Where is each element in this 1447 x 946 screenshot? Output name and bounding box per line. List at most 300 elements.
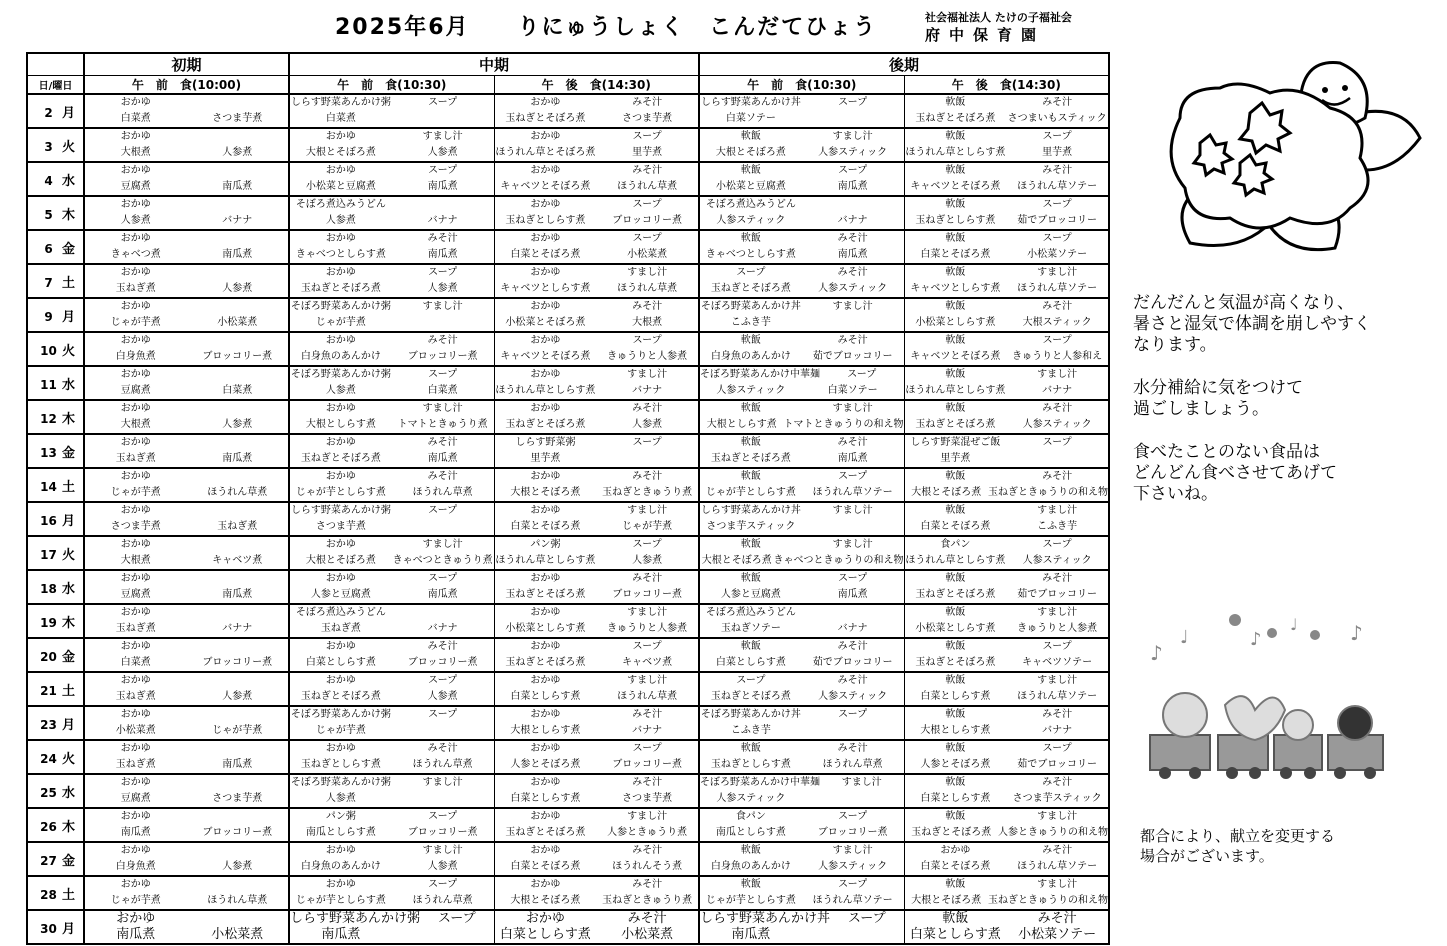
menu-item: 玉ねぎときゅうり煮 (602, 487, 693, 498)
menu-item: おかゆ (325, 879, 356, 890)
menu-item: 小松菜としらす煮 (505, 623, 586, 634)
organization-name: 社会福祉法人 たけの子福祉会 (925, 11, 1072, 24)
weekday: 水 (61, 581, 75, 597)
menu-item: スープ (736, 675, 766, 686)
menu-item: 茹でブロッコリー (1017, 759, 1098, 770)
weekday: 土 (61, 479, 75, 495)
table-row (27, 128, 1109, 162)
table-row (27, 468, 1109, 502)
date-cell (27, 774, 84, 808)
meal-cell (699, 502, 904, 536)
menu-item: スープ (632, 437, 662, 448)
menu-item: 南瓜煮 (222, 759, 253, 770)
meal-cell (494, 230, 699, 264)
meal-cell (904, 434, 1109, 468)
meal-cell (84, 536, 289, 570)
meal-cell (84, 672, 289, 706)
meal-cell (289, 366, 494, 400)
menu-item: さつまいもスティック (1007, 113, 1107, 124)
menu-item: 玉ねぎとそぼろ煮 (505, 113, 586, 124)
meal-cell (289, 706, 494, 740)
menu-item: ほうれん草煮 (412, 759, 473, 770)
meal-cell (289, 502, 494, 536)
menu-item: 玉ねぎとそぼろ煮 (710, 691, 791, 702)
menu-item (187, 231, 289, 247)
meal-cell (494, 264, 699, 298)
menu-item (802, 605, 904, 621)
menu-item: 白菜としらす煮 (920, 691, 991, 702)
date-cell (27, 808, 84, 842)
menu-item: 軟飯 (945, 131, 966, 142)
menu-item: ほうれん草ソテー (812, 895, 893, 906)
meal-cell (699, 638, 904, 672)
menu-item: スープ (632, 539, 662, 550)
table-row (27, 434, 1109, 468)
weekday: 木 (61, 411, 75, 427)
day-number: 6 (44, 241, 53, 256)
menu-item: ブロッコリー煮 (202, 827, 273, 838)
day-number: 13 (40, 445, 57, 460)
menu-item: 豆腐煮 (120, 589, 151, 600)
menu-item: 軟飯 (945, 743, 966, 754)
menu-item: 小松菜煮 (621, 927, 674, 942)
date-cell (27, 502, 84, 536)
menu-item (392, 315, 494, 331)
menu-item (187, 741, 289, 757)
meal-cell (289, 196, 494, 230)
day-number: 20 (40, 649, 57, 664)
menu-item: おかゆ (530, 879, 561, 890)
menu-item: スープ (428, 879, 458, 890)
animal-train-illustration (1140, 605, 1390, 780)
menu-item: ほうれん草としらす煮 (905, 555, 1006, 566)
meal-cell (289, 876, 494, 910)
menu-item: 食パン (940, 539, 971, 550)
menu-item (802, 927, 904, 943)
phase-header-early: 初期 (84, 53, 289, 76)
menu-item: 人参と豆腐煮 (310, 589, 371, 600)
menu-item: すまし汁 (422, 845, 463, 856)
menu-item: スープ (838, 573, 868, 584)
table-row (27, 570, 1109, 604)
menu-item: おかゆ (530, 573, 561, 584)
table-row (27, 196, 1109, 230)
menu-item (187, 333, 289, 349)
table-row (27, 264, 1109, 298)
menu-item: ほうれんそう煮 (612, 861, 683, 872)
menu-item: 人参スティック (818, 861, 888, 872)
meal-cell (699, 842, 904, 876)
weekday: 金 (61, 649, 75, 665)
menu-item: 大根としらす煮 (305, 419, 376, 430)
date-cell (27, 230, 84, 264)
menu-item: みそ汁 (837, 233, 868, 244)
meal-cell (289, 910, 494, 944)
menu-item: バナナ (632, 725, 663, 736)
menu-item: 白菜煮 (120, 113, 151, 124)
menu-item: スープ (838, 879, 868, 890)
meal-cell (289, 298, 494, 332)
menu-item: おかゆ (120, 573, 151, 584)
menu-item: スープ (1042, 199, 1072, 210)
menu-item: ほうれん草煮 (822, 759, 883, 770)
menu-item: 南瓜煮 (837, 589, 868, 600)
menu-item: 玉ねぎとそぼろ煮 (710, 283, 791, 294)
menu-item: バナナ (427, 215, 458, 226)
menu-item: 軟飯 (740, 437, 761, 448)
day-number: 27 (40, 853, 57, 868)
weekday: 水 (61, 173, 75, 189)
table-row (27, 774, 1109, 808)
menu-item: 小松菜煮 (627, 249, 668, 260)
menu-item: 玉ねぎソテー (720, 623, 781, 634)
menu-item: 白菜煮 (222, 385, 253, 396)
page-title: 2025年6月 りにゅうしょく こんだてひょう (335, 15, 878, 40)
menu-item: おかゆ (120, 335, 151, 346)
menu-item: 小松菜ソテー (1027, 249, 1088, 260)
menu-item: おかゆ (530, 335, 561, 346)
menu-item: みそ汁 (1042, 845, 1073, 856)
menu-item: 玉ねぎときゅうりの和え物 (988, 487, 1109, 498)
weekday: 火 (61, 751, 75, 767)
meal-cell (904, 162, 1109, 196)
meal-cell (289, 842, 494, 876)
menu-item: すまし汁 (1037, 811, 1078, 822)
menu-item: おかゆ (530, 301, 561, 312)
menu-item: みそ汁 (1042, 573, 1073, 584)
menu-item: じゃが芋煮 (110, 317, 161, 328)
menu-item: すまし汁 (422, 301, 463, 312)
menu-item: みそ汁 (837, 267, 868, 278)
menu-item: スープ (736, 267, 766, 278)
menu-item: おかゆ (120, 165, 151, 176)
menu-item: 玉ねぎとそぼろ煮 (915, 589, 996, 600)
menu-item: キャベツとしらす煮 (910, 283, 1001, 294)
menu-item: 人参煮 (222, 861, 253, 872)
date-cell (27, 638, 84, 672)
menu-item: スープ (428, 573, 458, 584)
footnote: 都合により、献立を変更する 場合がございます。 (1140, 827, 1336, 865)
menu-item: みそ汁 (1042, 709, 1073, 720)
menu-item: ブロッコリー煮 (612, 759, 683, 770)
menu-item: おかゆ (940, 845, 971, 856)
menu-item: 玉ねぎとしらす煮 (915, 215, 996, 226)
meal-cell (904, 706, 1109, 740)
menu-item: 大根とそぼろ煮 (911, 487, 982, 498)
menu-item: スープ (632, 743, 662, 754)
menu-item: すまし汁 (422, 403, 463, 414)
menu-item: すまし汁 (627, 607, 668, 618)
menu-item (187, 809, 289, 825)
menu-item: 軟飯 (945, 709, 966, 720)
menu-item: 玉ねぎ煮 (115, 283, 156, 294)
menu-item: 人参煮 (427, 283, 458, 294)
menu-item: みそ汁 (632, 403, 663, 414)
menu-item (187, 775, 289, 791)
menu-item: きゅうりと人参煮 (607, 351, 688, 362)
menu-item: 軟飯 (740, 539, 761, 550)
menu-item: 軟飯 (740, 845, 761, 856)
menu-item: じゃが芋煮 (212, 725, 263, 736)
menu-item: おかゆ (325, 403, 356, 414)
date-cell (27, 570, 84, 604)
day-number: 4 (44, 173, 53, 188)
meal-cell (494, 196, 699, 230)
menu-item: 白菜とそぼろ煮 (920, 521, 991, 532)
menu-item: 人参スティック (1022, 555, 1092, 566)
meal-cell (494, 842, 699, 876)
menu-item: スープ (428, 505, 458, 516)
menu-item: みそ汁 (1037, 911, 1077, 926)
meal-cell (699, 264, 904, 298)
menu-item (187, 299, 289, 315)
menu-item: みそ汁 (632, 709, 663, 720)
menu-item: 豆腐煮 (120, 181, 151, 192)
meal-cell (494, 808, 699, 842)
menu-item: きゃべつとしらす煮 (295, 249, 386, 260)
menu-item: そぼろ野菜あんかけ粥 (290, 777, 391, 788)
meal-cell (289, 808, 494, 842)
menu-item: 南瓜煮 (837, 181, 868, 192)
menu-item (187, 265, 289, 281)
menu-item: おかゆ (325, 233, 356, 244)
menu-item: みそ汁 (632, 573, 663, 584)
menu-item: 人参スティック (716, 793, 786, 804)
menu-item: スープ (838, 165, 868, 176)
menu-item: 大根とそぼろ煮 (701, 555, 772, 566)
menu-item: みそ汁 (1042, 777, 1073, 788)
menu-item: ブロッコリー煮 (612, 215, 683, 226)
menu-item: おかゆ (325, 471, 356, 482)
menu-item: 大根としらす煮 (706, 419, 777, 430)
menu-item: 人参煮 (325, 793, 356, 804)
date-cell (27, 434, 84, 468)
menu-item (187, 605, 289, 621)
menu-item: スープ (838, 471, 868, 482)
meal-cell (904, 672, 1109, 706)
menu-item: 大根とそぼろ煮 (305, 147, 376, 158)
menu-item: ブロッコリー煮 (407, 827, 478, 838)
weekday: 水 (61, 785, 75, 801)
menu-item: ほうれん草煮 (617, 181, 678, 192)
menu-item: スープ (838, 709, 868, 720)
table-row (27, 366, 1109, 400)
meal-cell (699, 876, 904, 910)
menu-item: さつま芋スティック (1012, 793, 1102, 804)
meal-cell (84, 570, 289, 604)
menu-item: 軟飯 (740, 641, 761, 652)
menu-item: ほうれん草煮 (207, 895, 268, 906)
date-cell (27, 706, 84, 740)
menu-item: きゃべつときゅうり煮 (392, 555, 493, 566)
menu-item: すまし汁 (422, 777, 463, 788)
meal-cell (289, 570, 494, 604)
note-paragraph: 食べたことのない食品は どんどん食べさせてあげて 下さいね。 (1133, 442, 1337, 504)
menu-item: じゃが芋としらす煮 (705, 895, 796, 906)
meal-cell (904, 230, 1109, 264)
menu-item: おかゆ (120, 267, 151, 278)
menu-item: 南瓜煮 (222, 249, 253, 260)
date-cell (27, 468, 84, 502)
menu-item: キャベツ煮 (622, 657, 673, 668)
svg-text:♪: ♪ (1250, 629, 1262, 650)
menu-item: バナナ (1042, 385, 1073, 396)
menu-item (392, 723, 494, 739)
meal-cell (904, 638, 1109, 672)
menu-table (26, 52, 1110, 945)
menu-item: しらす野菜あんかけ丼 (700, 911, 831, 926)
meal-cell (494, 162, 699, 196)
meal-cell (904, 264, 1109, 298)
meal-cell (699, 740, 904, 774)
menu-item: 人参スティック (716, 215, 786, 226)
menu-item: おかゆ (116, 911, 156, 926)
menu-item: みそ汁 (837, 675, 868, 686)
menu-item: 人参煮 (632, 419, 663, 430)
menu-item: おかゆ (530, 471, 561, 482)
menu-item: ほうれん草煮 (207, 487, 268, 498)
meal-cell (84, 94, 289, 128)
menu-item: 人参スティック (818, 283, 888, 294)
menu-item: きゃべつときゅうりの和え物 (773, 555, 904, 566)
menu-item: おかゆ (530, 131, 561, 142)
menu-item: 人参煮 (222, 419, 253, 430)
menu-item: みそ汁 (632, 777, 663, 788)
table-row (27, 400, 1109, 434)
menu-item: 人参煮 (427, 691, 458, 702)
menu-item: 白菜とそぼろ煮 (920, 249, 991, 260)
menu-item: すまし汁 (627, 811, 668, 822)
menu-item: ブロッコリー煮 (202, 657, 273, 668)
menu-item: 大根とそぼろ煮 (510, 487, 581, 498)
meal-cell (84, 298, 289, 332)
meal-cell (699, 298, 904, 332)
meal-cell (84, 332, 289, 366)
meal-cell (494, 706, 699, 740)
menu-item: 人参煮 (632, 555, 663, 566)
day-number: 30 (40, 921, 57, 936)
weekday: 月 (61, 309, 75, 325)
menu-item: すまし汁 (832, 131, 873, 142)
menu-item: 玉ねぎとそぼろ煮 (911, 827, 992, 838)
meal-cell (904, 808, 1109, 842)
meal-cell (904, 94, 1109, 128)
menu-item: 白菜としらす煮 (305, 657, 376, 668)
meal-cell (699, 230, 904, 264)
menu-item: 玉ねぎ煮 (320, 623, 361, 634)
menu-item: おかゆ (530, 811, 561, 822)
meal-cell (494, 468, 699, 502)
menu-item: ほうれん草ソテー (1017, 283, 1098, 294)
menu-item: 軟飯 (740, 165, 761, 176)
weekday: 土 (61, 683, 75, 699)
menu-item: 軟飯 (945, 199, 966, 210)
meal-cell (699, 774, 904, 808)
menu-item (187, 843, 289, 859)
menu-item: 白菜としらす煮 (715, 657, 786, 668)
weekday: 木 (61, 819, 75, 835)
menu-item: 南瓜煮 (120, 827, 151, 838)
menu-item (187, 401, 289, 417)
menu-item: 玉ねぎとしらす煮 (300, 759, 381, 770)
hydrangea-illustration (1160, 58, 1430, 258)
menu-item (392, 927, 494, 943)
menu-item: おかゆ (325, 675, 356, 686)
table-row (27, 94, 1109, 128)
menu-item: ほうれん草ソテー (812, 487, 893, 498)
menu-item: おかゆ (120, 879, 151, 890)
meal-cell (84, 502, 289, 536)
menu-item: 白菜煮 (120, 657, 151, 668)
menu-item: みそ汁 (1042, 165, 1073, 176)
day-number: 10 (40, 343, 57, 358)
menu-item: 白身魚煮 (115, 351, 156, 362)
menu-item: バナナ (222, 623, 253, 634)
menu-item: みそ汁 (632, 97, 663, 108)
menu-item: 南瓜煮 (837, 249, 868, 260)
weekday: 月 (61, 921, 75, 937)
menu-item: おかゆ (120, 709, 151, 720)
menu-item: スープ (428, 165, 458, 176)
menu-item: 人参煮 (222, 147, 253, 158)
menu-item: 小松菜煮 (115, 725, 156, 736)
weekday: 火 (61, 547, 75, 563)
meal-cell (289, 604, 494, 638)
menu-item: 小松菜と豆腐煮 (715, 181, 786, 192)
meal-cell (289, 94, 494, 128)
menu-item: 里芋煮 (1042, 147, 1073, 158)
menu-item: 白身魚煮 (115, 861, 156, 872)
menu-item: スープ (632, 199, 662, 210)
meal-cell (904, 366, 1109, 400)
menu-item: 軟飯 (945, 777, 966, 788)
meal-cell (494, 570, 699, 604)
menu-item: さつま芋煮 (212, 113, 263, 124)
menu-item: 人参煮 (222, 283, 253, 294)
menu-item: 軟飯 (945, 607, 966, 618)
menu-item: 大根煮 (120, 555, 151, 566)
menu-item: 玉ねぎ煮 (115, 623, 156, 634)
meal-cell (289, 400, 494, 434)
day-number: 9 (44, 309, 53, 324)
menu-item: 小松菜ソテー (1018, 927, 1097, 942)
menu-item: スープ (428, 369, 458, 380)
menu-item: スープ (838, 811, 868, 822)
menu-item (802, 723, 904, 739)
date-cell (27, 332, 84, 366)
menu-item: すまし汁 (832, 539, 873, 550)
meal-cell (699, 366, 904, 400)
menu-item: 大根としらす煮 (920, 725, 991, 736)
menu-item: すまし汁 (1037, 879, 1078, 890)
menu-item: スープ (428, 97, 458, 108)
weekday: 土 (61, 275, 75, 291)
menu-item: 白菜としらす煮 (909, 927, 1001, 942)
menu-item: 玉ねぎとそぼろ煮 (300, 691, 381, 702)
menu-item: さつま芋煮 (622, 793, 673, 804)
meal-cell (289, 638, 494, 672)
menu-item: みそ汁 (632, 301, 663, 312)
menu-item: バナナ (837, 623, 868, 634)
meal-cell (904, 468, 1109, 502)
table-row (27, 808, 1109, 842)
menu-item: 白菜としらす煮 (510, 691, 581, 702)
menu-item: みそ汁 (627, 911, 667, 926)
menu-item: 人参スティック (818, 691, 888, 702)
day-number: 16 (40, 513, 57, 528)
menu-item: キャベツとしらす煮 (500, 283, 591, 294)
menu-item: おかゆ (530, 607, 561, 618)
